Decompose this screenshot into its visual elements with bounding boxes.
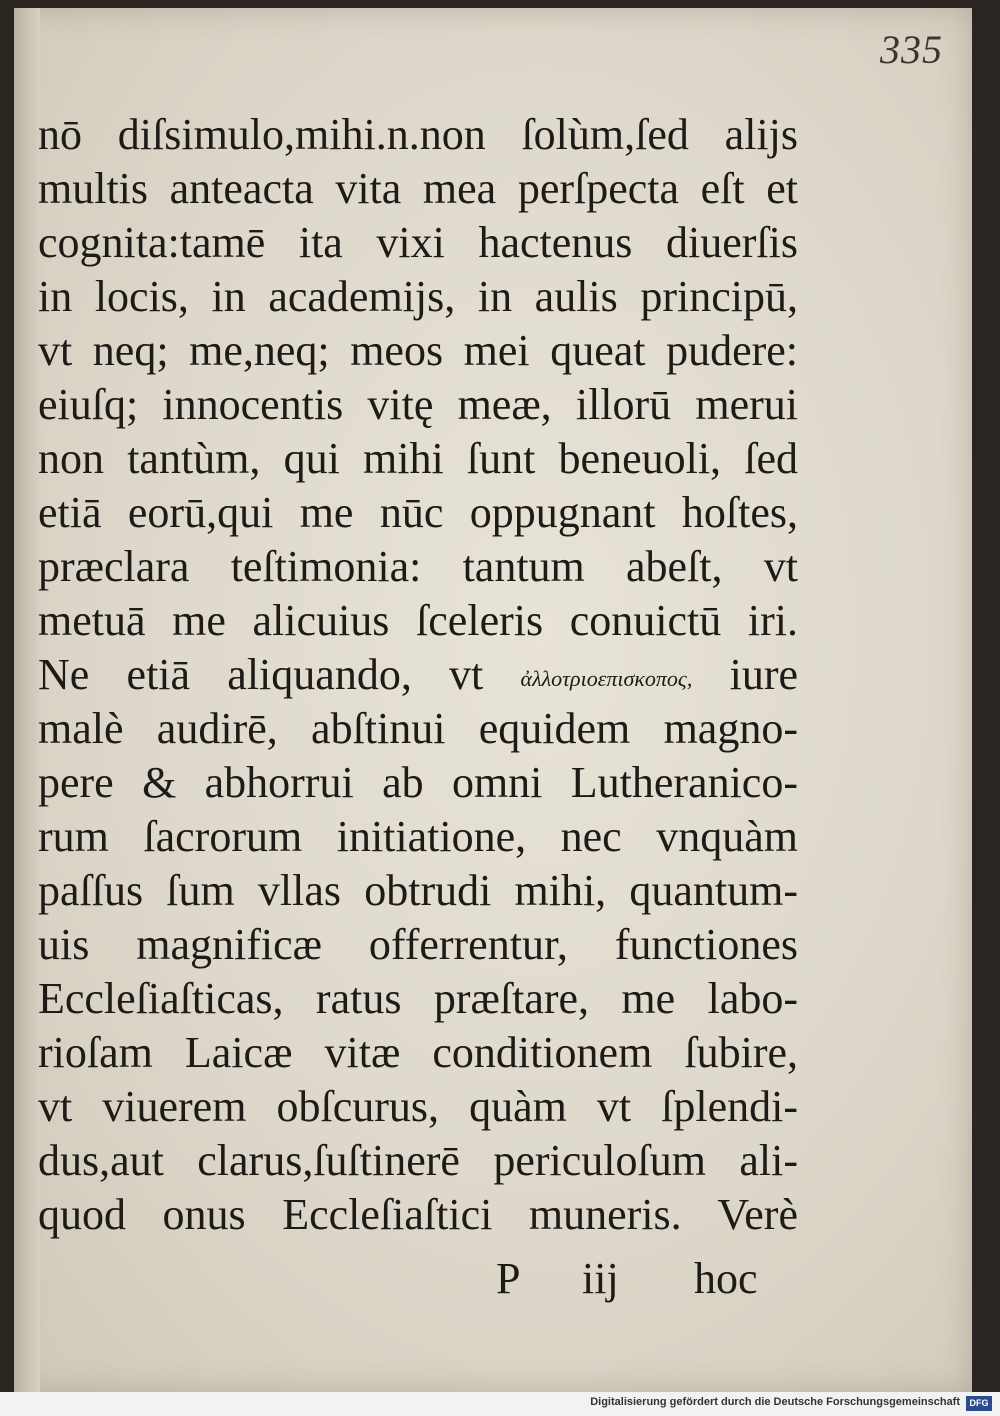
- text-line: cognita:tamē ita vixi hactenus diuerſis: [38, 218, 798, 267]
- text-line: rioſam Laicæ vitæ conditionem ſubire,: [38, 1028, 798, 1077]
- greek-line-after: iure: [729, 650, 798, 699]
- footer-credit: Digitalisierung gefördert durch die Deutsche Forschungsgemeinschaft: [590, 1396, 960, 1408]
- dfg-logo-icon: DFG: [966, 1396, 992, 1411]
- text-line: vt viuerem obſcurus, quàm vt ſplendi-: [38, 1082, 798, 1131]
- page-number: 335: [880, 27, 943, 72]
- text-line: quod onus Eccleſiaſtici muneris. Verè: [38, 1190, 798, 1239]
- greek-word: ἀλλοτριοεπισκοπος,: [520, 665, 693, 691]
- text-line: uis magnificæ offerrentur, functiones: [38, 920, 798, 969]
- text-line: pere & abhorrui ab omni Lutheranico-: [38, 758, 798, 807]
- signature-number: iij: [582, 1254, 619, 1303]
- text-line: rum ſacrorum initiatione, nec vnquàm: [38, 812, 798, 861]
- text-line: vt neq; me,neq; meos mei queat pudere:: [38, 326, 798, 375]
- text-line: nō diſsimulo,mihi.n.non ſolùm,ſed alijs: [38, 110, 798, 159]
- text-line: dus,aut clarus,ſuſtinerē periculoſum ali-: [38, 1136, 798, 1185]
- text-line: paſſus ſum vllas obtrudi mihi, quantum-: [38, 866, 798, 915]
- footer-bar: [0, 1392, 1000, 1416]
- page-gutter: [14, 8, 40, 1392]
- catchword: hoc: [694, 1254, 758, 1303]
- book-page: [14, 8, 972, 1392]
- text-line: metuā me alicuius ſceleris conuictū iri.: [38, 596, 798, 645]
- signature-mark: P: [496, 1254, 521, 1303]
- text-line: non tantùm, qui mihi ſunt beneuoli, ſed: [38, 434, 798, 483]
- text-line: præclara teſtimonia: tantum abeſt, vt: [38, 542, 798, 591]
- text-line: malè audirē, abſtinui equidem magno-: [38, 704, 798, 753]
- text-line: eiuſq; innocentis vitę meæ, illorū merui: [38, 380, 798, 429]
- text-line: etiā eorū,qui me nūc oppugnant hoſtes,: [38, 488, 798, 537]
- text-line: multis anteacta vita mea perſpecta eſt et: [38, 164, 798, 213]
- greek-line-before: Ne etiā aliquando, vt: [38, 650, 484, 699]
- text-line: Eccleſiaſticas, ratus præſtare, me labo-: [38, 974, 798, 1023]
- text-line-greek: [38, 648, 798, 702]
- text-line: in locis, in academijs, in aulis principū,: [38, 272, 798, 321]
- text-block: [38, 108, 798, 1242]
